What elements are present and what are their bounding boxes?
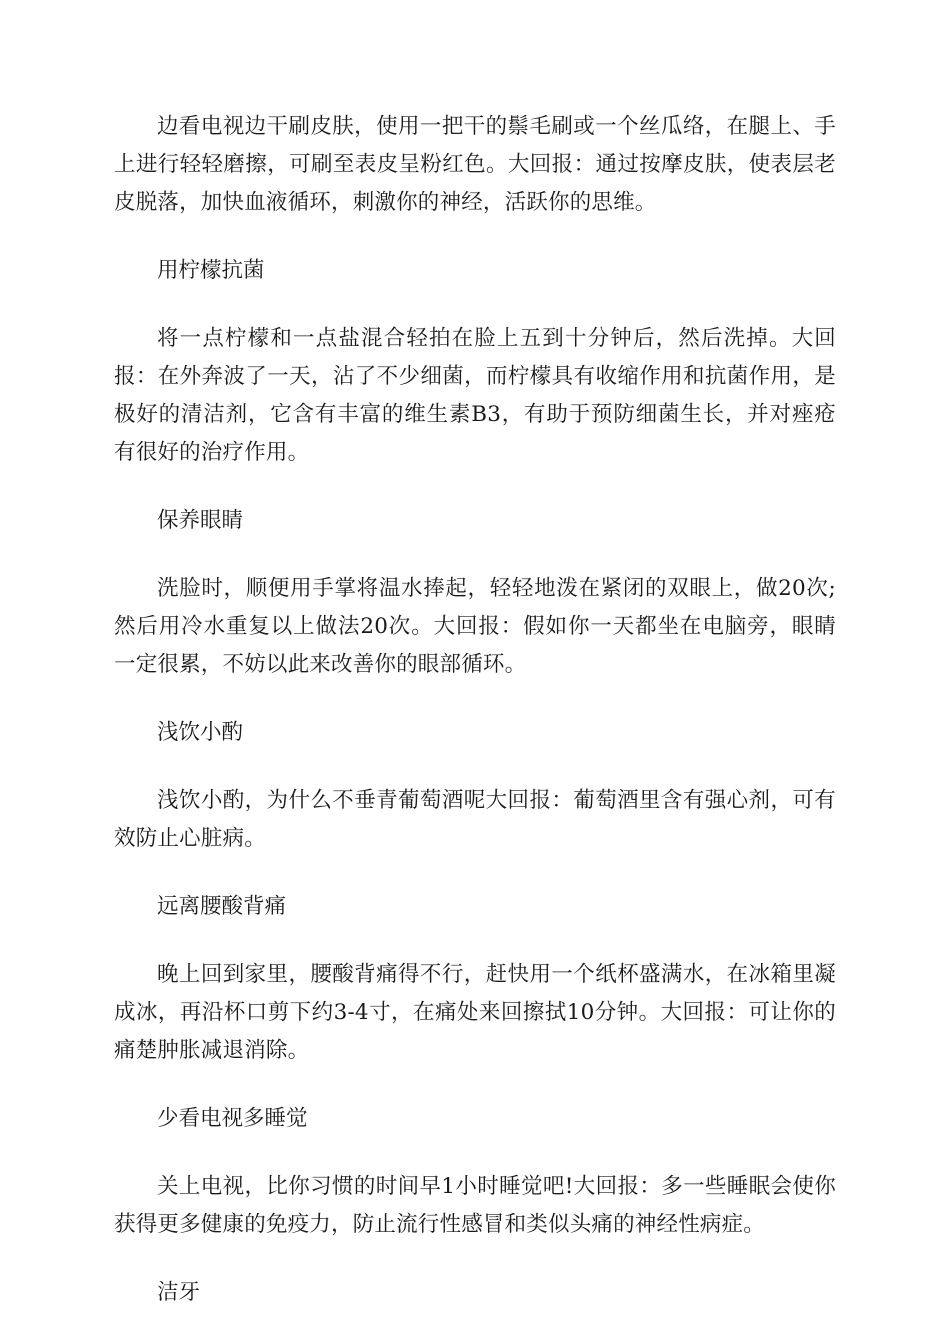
section-heading-back-pain: 远离腰酸背痛 bbox=[157, 894, 287, 919]
paragraph-eyes: 洗脸时，顺便用手掌将温水捧起，轻轻地泼在紧闭的双眼上，做20次;然后用冷水重复以上做法20次。大回报：假如你一天都坐在电脑旁，眼睛一定很累，不妨以此来改善你的眼部循环。 bbox=[114, 576, 836, 677]
section-heading-lemon: 用柠檬抗菌 bbox=[157, 258, 265, 283]
paragraph-sleep: 关上电视，比你习惯的时间早1小时睡觉吧!大回报：多一些睡眠会使你获得更多健康的免疫力，防止流行性感冒和类似头痛的神经性病症。 bbox=[114, 1174, 836, 1237]
section-heading-wine: 浅饮小酌 bbox=[157, 720, 244, 745]
paragraph-lemon: 将一点柠檬和一点盐混合轻拍在脸上五到十分钟后，然后洗掉。大回报：在外奔波了一天，沾了不少细菌，而柠檬具有收缩作用和抗菌作用，是极好的清洁剂，它含有丰富的维生素B3，有助于预防细菌生长，并对痤疮有很好的治疗作用。 bbox=[114, 326, 836, 465]
paragraph-back-pain: 晚上回到家里，腰酸背痛得不行，赶快用一个纸杯盛满水，在冰箱里凝成冰，再沿杯口剪下约3-4寸，在痛处来回擦拭10分钟。大回报：可让你的痛楚肿胀减退消除。 bbox=[114, 962, 836, 1063]
section-heading-teeth: 洁牙 bbox=[157, 1280, 201, 1305]
document-body bbox=[114, 108, 836, 1342]
paragraph-dry-brush: 边看电视边干刷皮肤，使用一把干的鬃毛刷或一个丝瓜络，在腿上、手上进行轻轻磨擦，可刷至表皮呈粉红色。大回报：通过按摩皮肤，使表层老皮脱落，加快血液循环，刺激你的神经，活跃你的思维。 bbox=[114, 114, 836, 215]
section-heading-sleep: 少看电视多睡觉 bbox=[157, 1106, 308, 1131]
section-heading-eyes: 保养眼睛 bbox=[157, 508, 244, 533]
paragraph-wine: 浅饮小酌，为什么不垂青葡萄酒呢大回报：葡萄酒里含有强心剂，可有效防止心脏病。 bbox=[114, 788, 836, 851]
